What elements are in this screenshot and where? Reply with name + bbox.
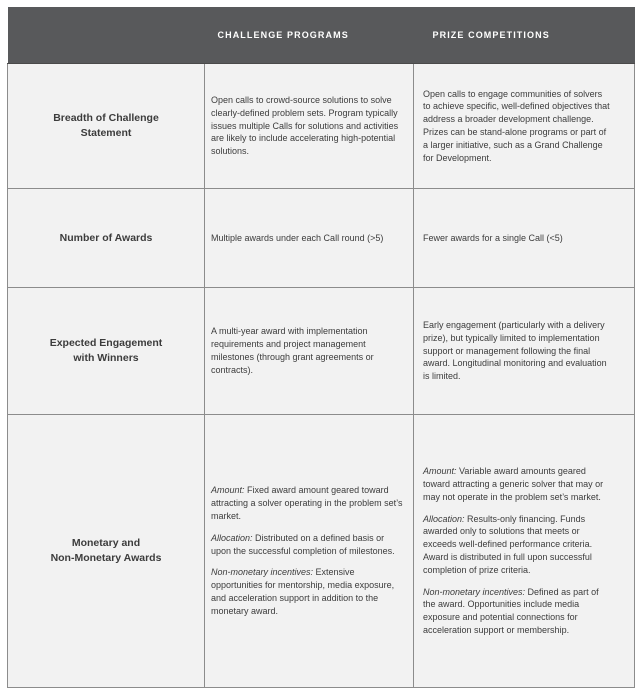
award-term: Amount: bbox=[211, 485, 245, 496]
challenge-cell bbox=[205, 64, 414, 189]
cell-text: Multiple awards under each Call round (>5) bbox=[211, 232, 384, 243]
table-header bbox=[8, 7, 635, 64]
header-row bbox=[8, 7, 635, 64]
award-term: Non-monetary incentives: bbox=[211, 567, 314, 578]
award-paragraph bbox=[423, 465, 612, 503]
award-paragraph bbox=[423, 513, 612, 577]
cell-text: Open calls to engage communities of solvers to achieve specific, well-defined objectives that address a broader development challenge. Prizes can be stand-alone programs or part of a larger initiative, such as a Grand Challenge for Development. bbox=[423, 88, 610, 163]
award-text: Defined as part of the award. Opportunities include media exposure and potential connections for acceleration support or membership. bbox=[423, 586, 599, 635]
challenge-cell bbox=[205, 288, 414, 415]
award-text: Distributed on a defined basis or upon the successful completion of milestones. bbox=[211, 532, 395, 556]
award-text: Variable award amounts geared toward attracting a generic solver that may or may not operate in the problem set’s market. bbox=[423, 466, 604, 502]
row-label-line: Number of Awards bbox=[59, 231, 153, 244]
award-term: Allocation: bbox=[211, 532, 253, 543]
row-label-line: Expected Engagement bbox=[49, 337, 163, 349]
cell-text: Open calls to crowd-source solutions to solve clearly-defined problem sets. Program typically issues multiple Calls for solutions and activities are likely to include accelerating high-potential solutions. bbox=[211, 95, 399, 157]
award-term: Allocation: bbox=[423, 513, 465, 524]
header-challenge-programs: CHALLENGE PROGRAMS bbox=[205, 7, 414, 64]
comparison-table bbox=[7, 7, 635, 688]
award-term: Non-monetary incentives: bbox=[423, 586, 526, 597]
award-text: Fixed award amount geared toward attracting a solver operating in the problem set’s market. bbox=[211, 485, 403, 521]
row-label-line: Statement bbox=[80, 127, 132, 139]
award-paragraph bbox=[211, 484, 403, 522]
prize-cell bbox=[414, 64, 635, 189]
prize-cell bbox=[414, 189, 635, 288]
row-label-line: Breadth of Challenge bbox=[53, 112, 159, 124]
table-row bbox=[8, 189, 635, 288]
table-row bbox=[8, 64, 635, 189]
award-term: Amount: bbox=[423, 466, 457, 477]
prize-cell bbox=[414, 288, 635, 415]
cell-text: Fewer awards for a single Call (<5) bbox=[423, 232, 563, 243]
row-label-line: Monetary and bbox=[71, 537, 141, 549]
award-text: Extensive opportunities for mentorship, media exposure, and acceleration support in addition to the monetary award. bbox=[211, 567, 395, 616]
row-label bbox=[8, 288, 205, 415]
row-label bbox=[8, 415, 205, 688]
header-prize-competitions: PRIZE COMPETITIONS bbox=[414, 7, 635, 64]
row-label bbox=[8, 64, 205, 189]
award-text: Results-only financing. Funds awarded only to solutions that meets or exceeds well-defined performance criteria. Award is distributed in full upon successful completion of prize criteria. bbox=[423, 513, 593, 575]
prize-cell bbox=[414, 415, 635, 688]
award-paragraph bbox=[423, 586, 612, 637]
table-row bbox=[8, 415, 635, 688]
challenge-cell bbox=[205, 189, 414, 288]
award-paragraph bbox=[211, 566, 403, 617]
table-row bbox=[8, 288, 635, 415]
challenge-cell bbox=[205, 415, 414, 688]
award-paragraph bbox=[211, 532, 403, 558]
row-label-line: Non-Monetary Awards bbox=[50, 552, 162, 564]
cell-text: A multi-year award with implementation requirements and project management milestones (through grant agreements or contracts). bbox=[211, 326, 374, 375]
row-label-line: with Winners bbox=[73, 352, 139, 364]
header-empty-cell bbox=[8, 7, 205, 64]
row-label bbox=[8, 189, 205, 288]
cell-text: Early engagement (particularly with a delivery prize), but typically limited to implementation support or management following the final award. Longitudinal monitoring and evaluation is limited. bbox=[423, 320, 607, 382]
